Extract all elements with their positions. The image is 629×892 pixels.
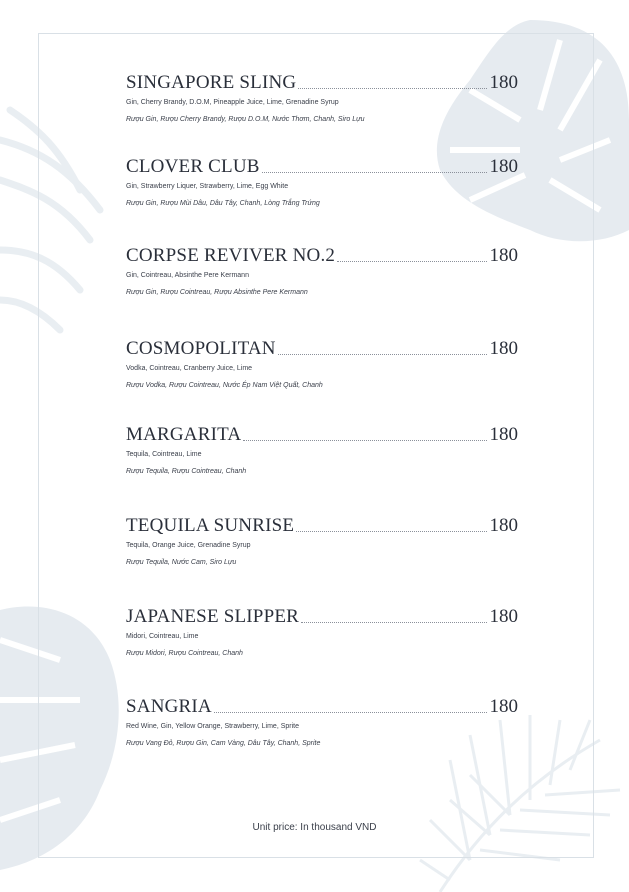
item-price: 180: [489, 515, 518, 536]
menu-item: [126, 422, 518, 475]
dot-leader: [262, 171, 487, 173]
menu-item: [126, 70, 518, 123]
item-name: JAPANESE SLIPPER: [126, 606, 300, 627]
item-ingredients-vi: Rượu Gin, Rượu Cherry Brandy, Rượu D.O.M, Nước Thơm, Chanh, Siro Lựu: [126, 116, 365, 123]
menu-item: [126, 513, 518, 566]
item-ingredients-vi: Rượu Vodka, Rượu Cointreau, Nước Ép Nam Việt Quất, Chanh: [126, 382, 323, 389]
dot-leader: [296, 530, 486, 532]
item-price: 180: [489, 245, 518, 266]
item-ingredients: Gin, Strawberry Liquer, Strawberry, Lime, Egg White: [126, 183, 289, 190]
item-ingredients-vi: Rượu Midori, Rượu Cointreau, Chanh: [126, 650, 243, 657]
item-ingredients-vi: Rượu Tequila, Nước Cam, Siro Lựu: [126, 559, 237, 566]
dot-leader: [214, 711, 487, 713]
item-name: MARGARITA: [126, 424, 242, 445]
menu-item: [126, 694, 518, 747]
item-name: CLOVER CLUB: [126, 156, 260, 177]
item-name: SANGRIA: [126, 696, 212, 717]
item-ingredients: Tequila, Orange Juice, Grenadine Syrup: [126, 542, 251, 549]
item-ingredients: Tequila, Cointreau, Lime: [126, 451, 202, 458]
item-price: 180: [489, 338, 518, 359]
item-price: 180: [489, 424, 518, 445]
item-ingredients-vi: Rượu Tequila, Rượu Cointreau, Chanh: [126, 468, 247, 475]
item-name: CORPSE REVIVER NO.2: [126, 245, 336, 266]
menu-item: [126, 154, 518, 207]
item-price: 180: [489, 606, 518, 627]
menu-item: [126, 604, 518, 657]
item-price: 180: [489, 72, 518, 93]
item-name: TEQUILA SUNRISE: [126, 515, 295, 536]
item-ingredients: Gin, Cherry Brandy, D.O.M, Pineapple Juice, Lime, Grenadine Syrup: [126, 99, 339, 106]
item-ingredients: Gin, Cointreau, Absinthe Pere Kermann: [126, 272, 249, 279]
item-ingredients-vi: Rượu Gin, Rượu Mùi Dâu, Dâu Tây, Chanh, Lòng Trắng Trứng: [126, 200, 320, 207]
item-ingredients: Vodka, Cointreau, Cranberry Juice, Lime: [126, 365, 253, 372]
item-ingredients: Red Wine, Gin, Yellow Orange, Strawberry, Lime, Sprite: [126, 723, 300, 730]
dot-leader: [301, 621, 486, 623]
dot-leader: [337, 260, 486, 262]
dot-leader: [298, 87, 486, 89]
item-ingredients: Midori, Cointreau, Lime: [126, 633, 199, 640]
item-price: 180: [489, 156, 518, 177]
item-ingredients-vi: Rượu Gin, Rượu Cointreau, Rượu Absinthe Pere Kermann: [126, 289, 308, 296]
item-ingredients-vi: Rượu Vang Đỏ, Rượu Gin, Cam Vàng, Dâu Tây, Chanh, Sprite: [126, 740, 321, 747]
menu-item: [126, 336, 518, 389]
unit-price-note: Unit price: In thousand VND: [252, 822, 377, 833]
item-price: 180: [489, 696, 518, 717]
dot-leader: [278, 353, 487, 355]
dot-leader: [243, 439, 486, 441]
item-name: SINGAPORE SLING: [126, 72, 297, 93]
item-name: COSMOPOLITAN: [126, 338, 276, 359]
menu-item: [126, 243, 518, 296]
